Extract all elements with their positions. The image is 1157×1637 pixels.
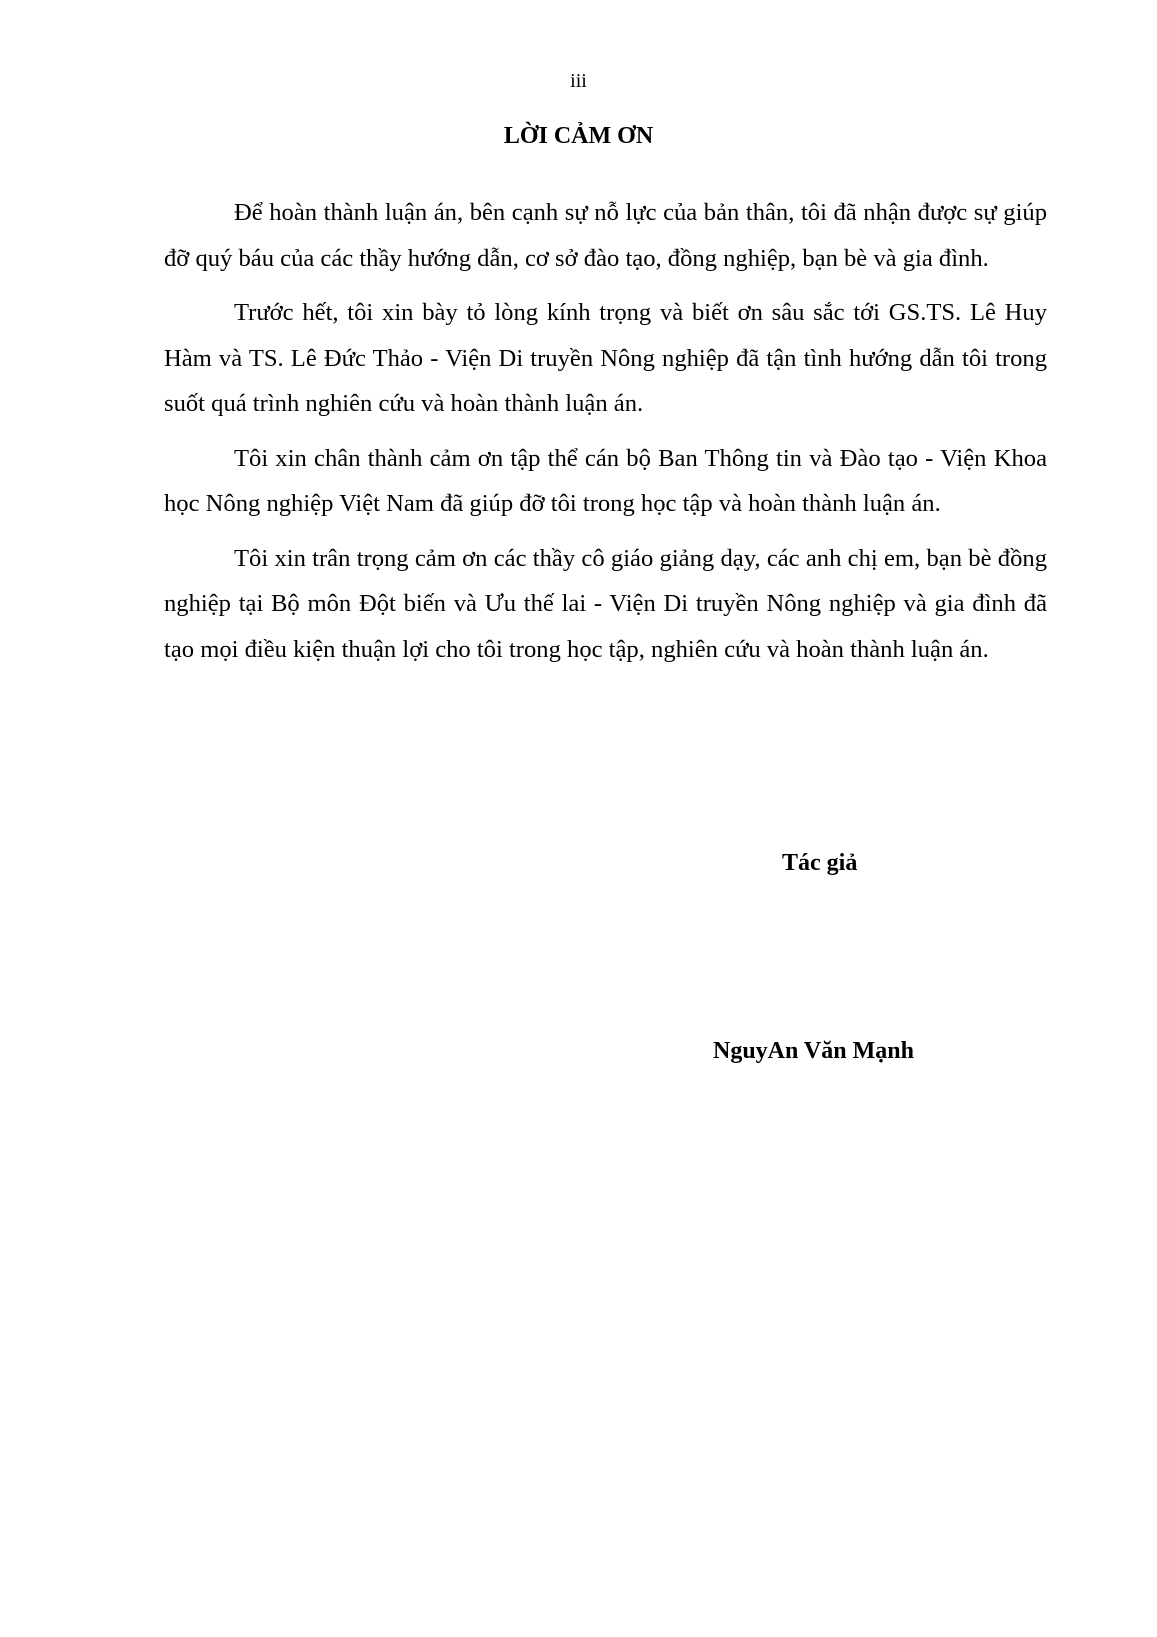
paragraph-4: Tôi xin trân trọng cảm ơn các thầy cô giáo giảng dạy, các anh chị em, bạn bè đồng nghiệp tại Bộ môn Đột biến và Ưu thế lai - Viện Di truyền Nông nghiệp và gia đình đã tạo mọi điều kiện thuận lợi cho tôi trong học tập, nghiên cứu và hoàn thành luận án. [164,544,1047,663]
acknowledgement-body [164,190,1047,681]
paragraph-3: Tôi xin chân thành cảm ơn tập thể cán bộ Ban Thông tin và Đào tạo - Viện Khoa học Nông nghiệp Việt Nam đã giúp đỡ tôi trong học tập và hoàn thành luận án. [164,444,1047,517]
signature-role: Tác giả [782,850,858,876]
signature-name: NguyAn Văn Mạnh [713,1038,914,1064]
page-title: LỜI CẢM ƠN [503,123,654,149]
page-number: iii [570,70,587,92]
paragraph-1: Để hoàn thành luận án, bên cạnh sự nỗ lực của bản thân, tôi đã nhận được sự giúp đỡ quý báu của các thầy hướng dẫn, cơ sở đào tạo, đồng nghiệp, bạn bè và gia đình. [164,199,1047,272]
paragraph-2: Trước hết, tôi xin bày tỏ lòng kính trọng và biết ơn sâu sắc tới GS.TS. Lê Huy Hàm và TS. Lê Đức Thảo - Viện Di truyền Nông nghiệp đã tận tình hướng dẫn tôi trong suốt quá trình nghiên cứu và hoàn thành luận án. [164,299,1047,417]
